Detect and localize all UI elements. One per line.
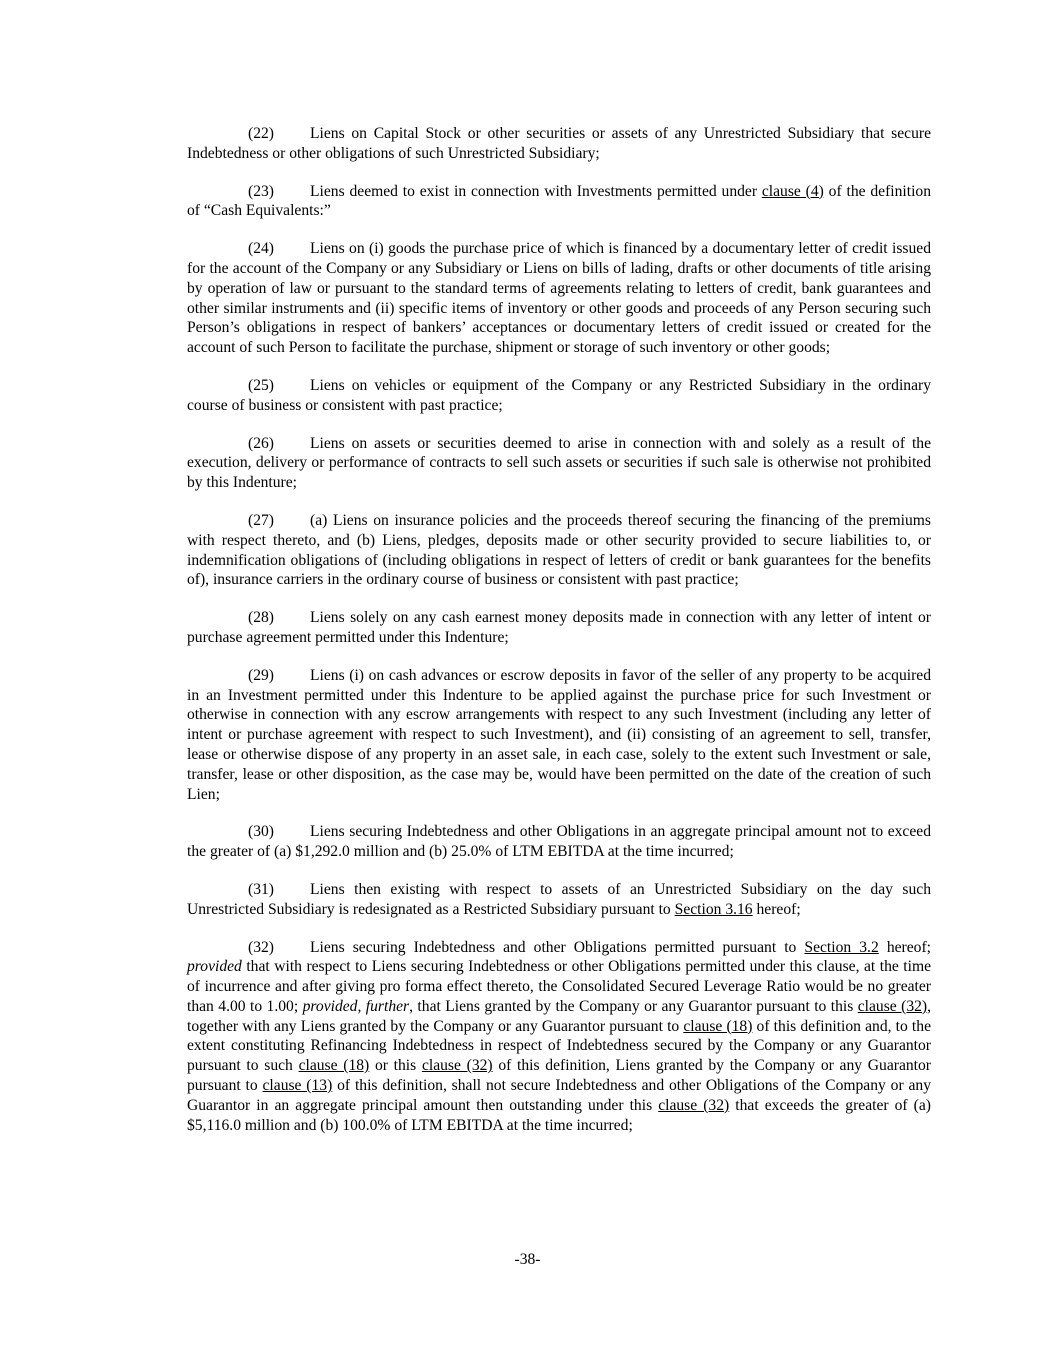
clause-text: (a) Liens on insurance policies and the proceeds thereof securing the financing of the premiums with respect thereto, and (b) Liens, pledges, deposits made or other security provided to secure liabilities to, or indemnification obligations of (including obligations in respect of letters of credit or bank guarantees for the benefits of), insurance carriers in the ordinary course of business or consistent with past practice;: [187, 511, 931, 589]
cross-reference: clause (32): [658, 1096, 730, 1114]
clause-text: that exceeds the greater of (a) $5,116.0 million and (b) 100.0% of LTM EBITDA at the time incurred;: [187, 1096, 931, 1134]
clause-number: (26): [248, 434, 274, 452]
cross-reference: clause (32): [857, 997, 928, 1015]
clause-paragraph: [187, 822, 931, 862]
clause-paragraph: [187, 880, 931, 920]
clause-number: (31): [248, 880, 274, 898]
clause-text: Liens securing Indebtedness and other Obligations permitted pursuant to: [310, 938, 805, 956]
clause-text: of the definition of “Cash Equivalents:”: [187, 182, 931, 220]
clause-text: hereof;: [878, 938, 931, 956]
cross-reference: clause (13): [262, 1077, 333, 1095]
clause-text: , together with any Liens granted by the Company or any Guarantor pursuant to: [187, 997, 932, 1035]
clause-paragraph: [187, 511, 931, 590]
clause-number: (23): [248, 182, 274, 200]
clause-text: Liens solely on any cash earnest money deposits made in connection with any letter of intent or purchase agreement permitted under this Indenture;: [187, 609, 931, 646]
clause-number: (22): [248, 125, 274, 142]
emphasis-text: provided, further: [302, 997, 410, 1015]
clause-number: (30): [248, 823, 274, 841]
clause-paragraph: [187, 938, 931, 1136]
clause-paragraph: [187, 239, 931, 358]
clause-text: Liens deemed to exist in connection with Investments permitted under: [310, 182, 762, 200]
cross-reference: Section 3.16: [674, 900, 753, 918]
clause-number: (28): [248, 609, 274, 627]
clause-paragraph: [187, 434, 931, 493]
clause-text: Liens on assets or securities deemed to arise in connection with and solely as a result of the execution, delivery or performance of contracts to sell such assets or securities if such sale is otherwise not prohibited by this Indenture;: [187, 434, 931, 492]
cross-reference: clause (32): [421, 1057, 493, 1075]
clause-text: Liens securing Indebtedness and other Obligations in an aggregate principal amount not to exceed the greater of (a) $1,292.0 million and (b) 25.0% of LTM EBITDA at the time incurred;: [187, 823, 931, 861]
page-number: -38-: [514, 1251, 541, 1268]
clause-number: (25): [248, 376, 274, 394]
clause-number: (32): [248, 938, 274, 956]
cross-reference: Section 3.2: [804, 938, 879, 956]
clause-text: Liens then existing with respect to assets of an Unrestricted Subsidiary on the day such Unrestricted Subsidiary is redesignated as a Restricted Subsidiary pursuant to: [187, 880, 931, 918]
clause-paragraph: [187, 608, 931, 648]
clause-number: (27): [248, 511, 274, 529]
clause-paragraph: [187, 376, 931, 416]
clause-text: Liens on (i) goods the purchase price of which is financed by a documentary letter of credit issued for the account of the Company or any Subsidiary or Liens on bills of lading, drafts or other documents of title arising by operation of law or pursuant to the standard terms of agreements relating to letters of credit, bank guarantees and other similar instruments and (ii) specific items of inventory or other goods and proceeds of any Person securing such Person’s obligations in respect of bankers’ acceptances or documentary letters of credit issued or created for the account of such Person to facilitate the purchase, shipment or storage of such inventory or other goods;: [187, 240, 931, 357]
clause-text: that with respect to Liens securing Indebtedness or other Obligations permitted under this clause, at the time of incurrence and after giving pro forma effect thereto, the Consolidated Secured Leverage Ratio would be no greater than 4.00 to 1.00;: [187, 958, 931, 1015]
clause-text: of this definition, Liens granted by the Company or any Guarantor pursuant to: [187, 1057, 931, 1095]
emphasis-text: provided: [187, 958, 242, 976]
clause-text: of this definition, shall not secure Indebtedness and other Obligations of the Company or any Guarantor in an aggregate principal amount then outstanding under this: [187, 1077, 931, 1114]
clause-paragraph: [187, 182, 931, 222]
clause-text: of this definition and, to the extent constituting Refinancing Indebtedness in respect of Indebtedness secured by the Company or any Guarantor pursuant to such: [187, 1017, 931, 1075]
cross-reference: clause (4): [761, 182, 824, 200]
clause-text: hereof;: [752, 900, 801, 918]
cross-reference: clause (18): [298, 1057, 370, 1075]
clause-text: Liens on vehicles or equipment of the Company or any Restricted Subsidiary in the ordinary course of business or consistent with past practice;: [187, 376, 931, 414]
clause-text: , that Liens granted by the Company or any Guarantor pursuant to this: [409, 997, 858, 1015]
clause-text: Liens (i) on cash advances or escrow deposits in favor of the seller of any property to be acquired in an Investment permitted under this Indenture to be applied against the purchase price for such Investment or otherwise in connection with any escrow arrangements with respect to any such Investment (including any letter of intent or purchase agreement with respect to such Investment), and (ii) consisting of an agreement to sell, transfer, lease or otherwise dispose of any property in an asset sale, in each case, solely to the extent such Investment or sale, transfer, lease or other disposition, as the case may be, would have been permitted on the date of the creation of such Lien;: [187, 666, 931, 803]
clause-paragraph: [187, 666, 931, 805]
clause-text: or this: [369, 1057, 422, 1075]
body-text: [187, 124, 931, 1153]
clause-paragraph: [187, 124, 931, 164]
clause-number: (29): [248, 666, 274, 684]
clause-number: (24): [248, 240, 274, 258]
clause-text: Liens on Capital Stock or other securities or assets of any Unrestricted Subsidiary that secure Indebtedness or other obligations of such Unrestricted Subsidiary;: [187, 125, 931, 162]
cross-reference: clause (18): [683, 1017, 753, 1035]
